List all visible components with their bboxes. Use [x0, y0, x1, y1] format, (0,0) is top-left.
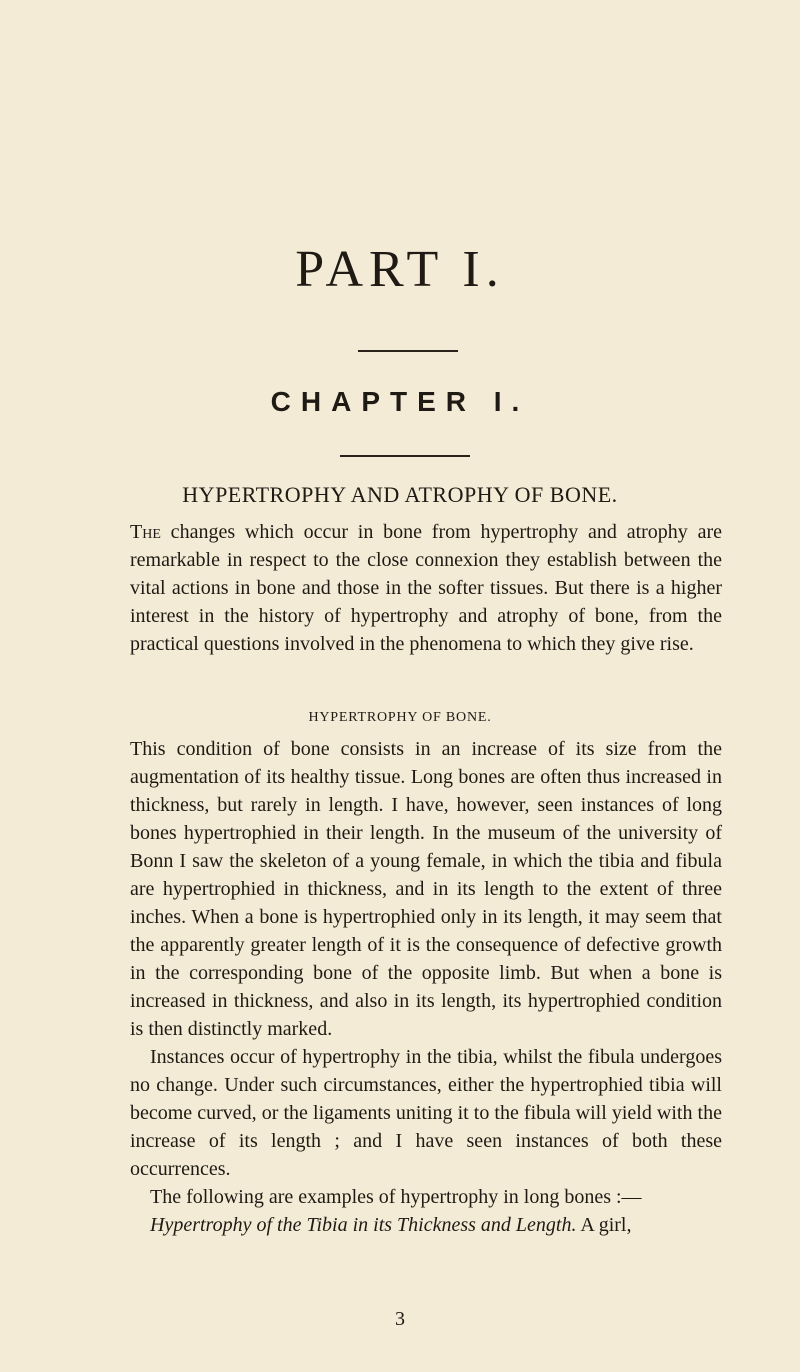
part-title: PART I.: [295, 241, 505, 298]
page-number: 3: [395, 1308, 405, 1330]
intro-first-word: The: [130, 521, 161, 543]
intro-text: changes which occur in bone from hypertrophy and atrophy are remarkable in respect to the close connexion they establish between the vital actions in bone and those in the softer tissues. But there is a higher interest in the history of hypertrophy and atrophy of bone, from the practical questions involved in the phenomena to which they give rise.: [130, 521, 722, 655]
paragraph: [130, 1211, 722, 1239]
paragraph: Instances occur of hypertrophy in the tibia, whilst the fibula undergoes no change. Under such circumstances, either the hypertrophied tibia will become curved, or the ligaments uniting it to the fibula will yield with the increase of its length ; and I have seen instances of both these occurrences.: [130, 1046, 722, 1180]
section-heading: HYPERTROPHY AND ATROPHY OF BONE.: [182, 482, 618, 507]
intro-paragraph: [130, 518, 722, 658]
divider-rule: [340, 455, 470, 457]
paragraph: This condition of bone consists in an increase of its size from the augmentation of its healthy tissue. Long bones are often thus increased in thickness, but rarely in length. I have, however, seen instances of long bones hypertrophied in their length. In the museum of the university of Bonn I saw the skeleton of a young female, in which the tibia and fibula are hypertrophied in thickness, and in its length to the extent of three inches. When a bone is hypertrophied only in its length, it may seem that the apparently greater length of it is the consequence of defective growth in the corresponding bone of the opposite limb. But when a bone is increased in thickness, and also in its length, its hypertrophied condition is then distinctly marked.: [130, 738, 722, 1040]
example-heading: Hypertrophy of the Tibia in its Thickness and Length.: [150, 1214, 577, 1236]
paragraph: The following are examples of hypertrophy in long bones :—: [150, 1186, 642, 1208]
example-text: A girl,: [576, 1214, 632, 1236]
body-text: [130, 735, 722, 1239]
divider-rule: [358, 350, 458, 352]
chapter-title: CHAPTER I.: [270, 386, 530, 417]
subsection-heading: HYPERTROPHY OF BONE.: [308, 710, 492, 725]
